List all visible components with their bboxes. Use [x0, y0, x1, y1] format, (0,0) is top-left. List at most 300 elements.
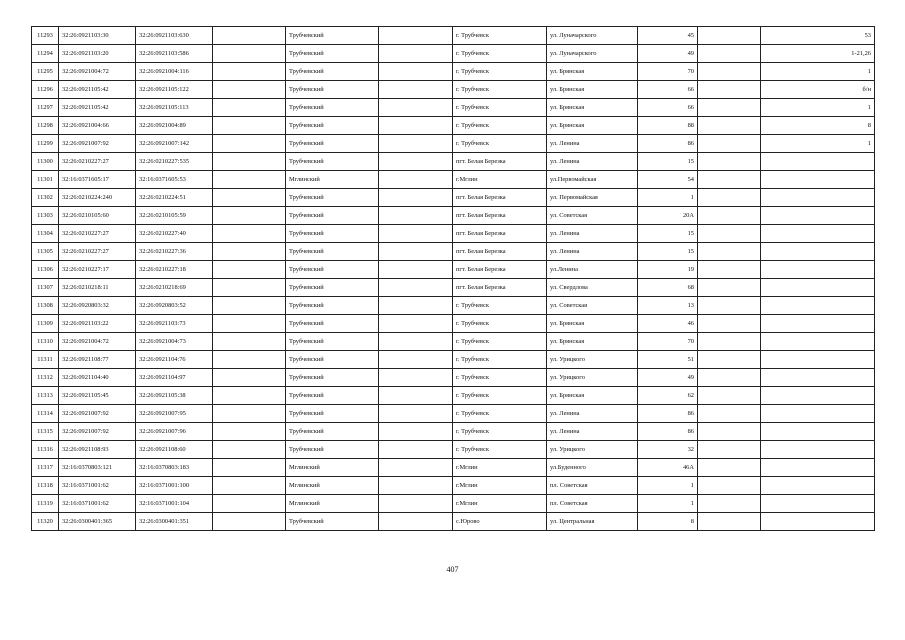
cell-house-number: 66 [638, 81, 698, 99]
cell-blank-col [213, 243, 286, 261]
cell-district: Трубчевский [286, 405, 379, 423]
cell-blank-col [698, 153, 761, 171]
cell-blank-col [698, 261, 761, 279]
cell-house-number: 70 [638, 63, 698, 81]
cell-cadastral-number: 32:26:0210224:51 [136, 189, 213, 207]
table-row [32, 315, 875, 333]
cell-settlement: г. Трубчевск [453, 387, 547, 405]
cell-settlement: пгт. Белая Березка [453, 261, 547, 279]
cell-blank-col [379, 423, 453, 441]
cell-cadastral-number: 32:26:0921004:89 [136, 117, 213, 135]
cell-apartment [761, 207, 875, 225]
cell-row-index: 11317 [32, 459, 59, 477]
table-row [32, 297, 875, 315]
cell-blank-col [213, 81, 286, 99]
cell-house-number: 49 [638, 45, 698, 63]
cell-street: ул. Ленина [547, 243, 638, 261]
cell-district: Трубчевский [286, 279, 379, 297]
cell-street: ул. Свердлова [547, 279, 638, 297]
cell-blank-col [379, 333, 453, 351]
cell-blank-col [213, 423, 286, 441]
cell-settlement: г.Мглин [453, 459, 547, 477]
cell-cadastral-number: 32:26:0210227:535 [136, 153, 213, 171]
cell-blank-col [379, 45, 453, 63]
cell-street: ул. Урицкого [547, 351, 638, 369]
cell-cadastral-number: 32:26:0210105:59 [136, 207, 213, 225]
cell-settlement: г. Трубчевск [453, 405, 547, 423]
cell-blank-col [213, 513, 286, 531]
cell-cadastral-block: 32:26:0210105:60 [59, 207, 136, 225]
cell-blank-col [698, 171, 761, 189]
cell-house-number: 51 [638, 351, 698, 369]
cell-house-number: 1 [638, 495, 698, 513]
cell-cadastral-number: 32:26:0921004:73 [136, 333, 213, 351]
table-row [32, 189, 875, 207]
cell-cadastral-number: 32:16:0370803:183 [136, 459, 213, 477]
cell-settlement: г.Мглин [453, 495, 547, 513]
cell-cadastral-number: 32:26:0210218:69 [136, 279, 213, 297]
cell-cadastral-number: 32:26:0920803:52 [136, 297, 213, 315]
table-row [32, 153, 875, 171]
cell-district: Мглинский [286, 477, 379, 495]
cell-row-index: 11311 [32, 351, 59, 369]
cell-blank-col [379, 459, 453, 477]
table-row [32, 387, 875, 405]
cell-row-index: 11319 [32, 495, 59, 513]
cell-settlement: г. Трубчевск [453, 423, 547, 441]
cell-row-index: 11308 [32, 297, 59, 315]
cell-settlement: г. Трубчевск [453, 117, 547, 135]
cell-house-number: 32 [638, 441, 698, 459]
cell-apartment [761, 297, 875, 315]
cell-blank-col [698, 387, 761, 405]
cell-blank-col [698, 207, 761, 225]
table-row [32, 207, 875, 225]
cell-apartment [761, 225, 875, 243]
cell-row-index: 11293 [32, 27, 59, 45]
cell-blank-col [698, 225, 761, 243]
cell-cadastral-block: 32:26:0921108:77 [59, 351, 136, 369]
cell-district: Трубчевский [286, 243, 379, 261]
table-row [32, 477, 875, 495]
cell-house-number: 86 [638, 135, 698, 153]
cell-blank-col [379, 369, 453, 387]
cell-district: Трубчевский [286, 513, 379, 531]
cell-blank-col [379, 243, 453, 261]
cell-district: Мглинский [286, 495, 379, 513]
cell-row-index: 11297 [32, 99, 59, 117]
cell-settlement: г. Трубчевск [453, 369, 547, 387]
cell-settlement: г. Трубчевск [453, 441, 547, 459]
table-row [32, 243, 875, 261]
table-row [32, 405, 875, 423]
cell-settlement: г. Трубчевск [453, 315, 547, 333]
cell-cadastral-block: 32:26:0921103:22 [59, 315, 136, 333]
table-row [32, 99, 875, 117]
cell-apartment [761, 441, 875, 459]
cell-street: ул. Ленина [547, 153, 638, 171]
cell-row-index: 11296 [32, 81, 59, 99]
cell-cadastral-block: 32:26:0921103:30 [59, 27, 136, 45]
cell-street: пл. Советская [547, 495, 638, 513]
table-row [32, 441, 875, 459]
cell-cadastral-block: 32:26:0921007:92 [59, 423, 136, 441]
cell-blank-col [698, 279, 761, 297]
cell-cadastral-block: 32:26:0210227:27 [59, 243, 136, 261]
cell-apartment [761, 171, 875, 189]
cell-blank-col [379, 405, 453, 423]
cell-blank-col [698, 513, 761, 531]
cell-district: Трубчевский [286, 351, 379, 369]
cell-settlement: пгт. Белая Березка [453, 243, 547, 261]
cell-blank-col [379, 99, 453, 117]
cell-blank-col [698, 315, 761, 333]
cell-street: ул. Брянская [547, 315, 638, 333]
cell-blank-col [213, 495, 286, 513]
cell-street: ул. Брянская [547, 99, 638, 117]
cell-blank-col [213, 297, 286, 315]
cell-street: ул.Ленина [547, 261, 638, 279]
cell-house-number: 15 [638, 243, 698, 261]
cell-apartment [761, 261, 875, 279]
cell-blank-col [213, 387, 286, 405]
cell-settlement: пгт. Белая Березка [453, 153, 547, 171]
cell-cadastral-number: 32:26:0210227:36 [136, 243, 213, 261]
cell-house-number: 1 [638, 477, 698, 495]
cell-district: Трубчевский [286, 207, 379, 225]
table-row [32, 261, 875, 279]
table-row [32, 135, 875, 153]
cell-house-number: 45 [638, 27, 698, 45]
cell-street: ул. Центральная [547, 513, 638, 531]
cell-street: ул. Урицкого [547, 441, 638, 459]
cell-district: Трубчевский [286, 45, 379, 63]
cell-cadastral-block: 32:26:0921103:20 [59, 45, 136, 63]
cell-blank-col [379, 513, 453, 531]
cell-settlement: г. Трубчевск [453, 297, 547, 315]
cell-street: ул. Брянская [547, 63, 638, 81]
cell-house-number: 1 [638, 189, 698, 207]
cell-row-index: 11304 [32, 225, 59, 243]
cell-row-index: 11315 [32, 423, 59, 441]
table-row [32, 333, 875, 351]
cell-settlement: пгт. Белая Березка [453, 207, 547, 225]
cell-cadastral-block: 32:26:0921007:92 [59, 135, 136, 153]
cell-cadastral-block: 32:26:0921004:66 [59, 117, 136, 135]
cell-apartment [761, 369, 875, 387]
cell-street: ул. Луначарского [547, 27, 638, 45]
table-row [32, 495, 875, 513]
cell-cadastral-block: 32:26:0921004:72 [59, 333, 136, 351]
cell-cadastral-block: 32:26:0210227:27 [59, 225, 136, 243]
cell-blank-col [213, 441, 286, 459]
cell-district: Трубчевский [286, 225, 379, 243]
cell-blank-col [213, 477, 286, 495]
cell-blank-col [213, 27, 286, 45]
cell-settlement: г. Трубчевск [453, 135, 547, 153]
cell-blank-col [213, 63, 286, 81]
cell-row-index: 11314 [32, 405, 59, 423]
cell-house-number: 86 [638, 423, 698, 441]
cell-district: Трубчевский [286, 99, 379, 117]
cell-street: ул. Советская [547, 297, 638, 315]
cell-house-number: 88 [638, 117, 698, 135]
cell-district: Трубчевский [286, 81, 379, 99]
cell-blank-col [379, 297, 453, 315]
table-row [32, 45, 875, 63]
cell-row-index: 11307 [32, 279, 59, 297]
cell-blank-col [213, 351, 286, 369]
table-row [32, 459, 875, 477]
cell-district: Мглинский [286, 459, 379, 477]
cell-apartment [761, 477, 875, 495]
cell-apartment [761, 405, 875, 423]
cell-blank-col [213, 261, 286, 279]
cell-blank-col [213, 333, 286, 351]
cell-house-number: 49 [638, 369, 698, 387]
cell-blank-col [379, 153, 453, 171]
cell-cadastral-number: 32:26:0921007:96 [136, 423, 213, 441]
table-row [32, 81, 875, 99]
cell-blank-col [213, 315, 286, 333]
cell-street: ул. Ленина [547, 423, 638, 441]
table-row [32, 513, 875, 531]
cell-blank-col [698, 189, 761, 207]
cell-blank-col [698, 99, 761, 117]
cell-blank-col [698, 477, 761, 495]
cell-street: ул. Советская [547, 207, 638, 225]
cell-blank-col [698, 333, 761, 351]
cell-cadastral-number: 32:26:0300401:351 [136, 513, 213, 531]
cell-street: ул. Урицкого [547, 369, 638, 387]
cell-blank-col [698, 63, 761, 81]
cell-settlement: г. Трубчевск [453, 99, 547, 117]
cell-apartment: 8 [761, 117, 875, 135]
cell-house-number: 66 [638, 99, 698, 117]
table-row [32, 279, 875, 297]
cell-street: ул. Брянская [547, 117, 638, 135]
cell-settlement: г. Трубчевск [453, 45, 547, 63]
cell-district: Трубчевский [286, 153, 379, 171]
cell-street: ул.Буденного [547, 459, 638, 477]
cell-blank-col [213, 369, 286, 387]
table-row [32, 351, 875, 369]
cell-street: ул. Луначарского [547, 45, 638, 63]
cell-house-number: 68 [638, 279, 698, 297]
cell-apartment: 1 [761, 63, 875, 81]
cell-blank-col [379, 27, 453, 45]
cell-row-index: 11305 [32, 243, 59, 261]
cell-apartment: 1-21,26 [761, 45, 875, 63]
cell-blank-col [379, 225, 453, 243]
cell-blank-col [379, 315, 453, 333]
cell-blank-col [379, 117, 453, 135]
cell-settlement: пгт. Белая Березка [453, 225, 547, 243]
cell-apartment [761, 423, 875, 441]
cell-blank-col [698, 135, 761, 153]
cell-cadastral-block: 32:26:0921007:92 [59, 405, 136, 423]
cell-settlement: г. Трубчевск [453, 351, 547, 369]
cell-blank-col [213, 279, 286, 297]
cell-cadastral-block: 32:26:0920803:32 [59, 297, 136, 315]
cell-cadastral-block: 32:26:0210227:27 [59, 153, 136, 171]
cell-district: Трубчевский [286, 189, 379, 207]
cell-cadastral-number: 32:26:0921103:586 [136, 45, 213, 63]
cell-cadastral-number: 32:26:0921108:60 [136, 441, 213, 459]
cell-blank-col [379, 189, 453, 207]
cell-apartment [761, 243, 875, 261]
cell-blank-col [213, 171, 286, 189]
table-row [32, 423, 875, 441]
cell-cadastral-block: 32:26:0300401:365 [59, 513, 136, 531]
cell-street: ул. Ленина [547, 225, 638, 243]
cell-blank-col [379, 441, 453, 459]
cell-row-index: 11318 [32, 477, 59, 495]
cell-blank-col [213, 189, 286, 207]
cell-district: Мглинский [286, 171, 379, 189]
cell-cadastral-block: 32:26:0921105:42 [59, 99, 136, 117]
cell-cadastral-block: 32:26:0210227:17 [59, 261, 136, 279]
cell-district: Трубчевский [286, 315, 379, 333]
cell-apartment [761, 513, 875, 531]
cell-blank-col [379, 351, 453, 369]
cell-blank-col [698, 243, 761, 261]
cell-district: Трубчевский [286, 333, 379, 351]
cell-apartment: 1 [761, 99, 875, 117]
cell-blank-col [379, 81, 453, 99]
cell-street: ул.Первомайская [547, 171, 638, 189]
cell-settlement: г.Мглин [453, 171, 547, 189]
cell-house-number: 13 [638, 297, 698, 315]
cell-settlement: с.Юрово [453, 513, 547, 531]
cell-cadastral-number: 32:26:0921105:38 [136, 387, 213, 405]
cell-district: Трубчевский [286, 423, 379, 441]
cell-street: ул. Ленина [547, 135, 638, 153]
register-table [31, 26, 875, 531]
cell-cadastral-number: 32:26:0921103:73 [136, 315, 213, 333]
cell-cadastral-number: 32:16:0371001:104 [136, 495, 213, 513]
cell-row-index: 11295 [32, 63, 59, 81]
cell-street: ул. Брянская [547, 333, 638, 351]
cell-blank-col [698, 423, 761, 441]
cell-settlement: пгт. Белая Березка [453, 279, 547, 297]
cell-street: ул. Первомайская [547, 189, 638, 207]
cell-row-index: 11301 [32, 171, 59, 189]
cell-cadastral-block: 32:26:0921105:42 [59, 81, 136, 99]
table-row [32, 117, 875, 135]
table-row [32, 63, 875, 81]
cell-cadastral-block: 32:26:0210218:11 [59, 279, 136, 297]
table-row [32, 27, 875, 45]
cell-district: Трубчевский [286, 369, 379, 387]
cell-blank-col [379, 63, 453, 81]
cell-settlement: г. Трубчевск [453, 333, 547, 351]
cell-house-number: 19 [638, 261, 698, 279]
cell-blank-col [698, 441, 761, 459]
cell-settlement: пгт. Белая Березка [453, 189, 547, 207]
cell-blank-col [213, 153, 286, 171]
cell-house-number: 20А [638, 207, 698, 225]
cell-blank-col [379, 171, 453, 189]
register-table-body [32, 27, 875, 531]
cell-apartment [761, 495, 875, 513]
cell-district: Трубчевский [286, 117, 379, 135]
page-number: 407 [446, 565, 459, 574]
cell-house-number: 46 [638, 315, 698, 333]
cell-cadastral-number: 32:26:0921103:630 [136, 27, 213, 45]
cell-blank-col [379, 279, 453, 297]
cell-blank-col [379, 261, 453, 279]
cell-cadastral-block: 32:26:0921108:93 [59, 441, 136, 459]
cell-blank-col [698, 369, 761, 387]
cell-cadastral-number: 32:26:0921007:95 [136, 405, 213, 423]
cell-settlement: г. Трубчевск [453, 63, 547, 81]
cell-apartment: 1 [761, 135, 875, 153]
cell-district: Трубчевский [286, 297, 379, 315]
cell-settlement: г. Трубчевск [453, 81, 547, 99]
cell-blank-col [379, 207, 453, 225]
cell-street: пл. Советская [547, 477, 638, 495]
cell-row-index: 11303 [32, 207, 59, 225]
cell-house-number: 54 [638, 171, 698, 189]
cell-cadastral-number: 32:16:0371605:53 [136, 171, 213, 189]
cell-apartment [761, 153, 875, 171]
cell-row-index: 11300 [32, 153, 59, 171]
cell-cadastral-block: 32:16:0371001:62 [59, 495, 136, 513]
cell-district: Трубчевский [286, 387, 379, 405]
cell-blank-col [379, 495, 453, 513]
cell-house-number: 15 [638, 153, 698, 171]
cell-apartment [761, 315, 875, 333]
cell-blank-col [698, 459, 761, 477]
cell-blank-col [213, 99, 286, 117]
table-row [32, 171, 875, 189]
cell-house-number: 86 [638, 405, 698, 423]
cell-house-number: 15 [638, 225, 698, 243]
cell-cadastral-number: 32:26:0921105:113 [136, 99, 213, 117]
cell-apartment: б/н [761, 81, 875, 99]
cell-blank-col [698, 45, 761, 63]
cell-apartment [761, 333, 875, 351]
cell-cadastral-number: 32:26:0921104:97 [136, 369, 213, 387]
cell-blank-col [698, 117, 761, 135]
cell-blank-col [213, 45, 286, 63]
cell-blank-col [698, 81, 761, 99]
cell-cadastral-block: 32:26:0921105:45 [59, 387, 136, 405]
cell-district: Трубчевский [286, 441, 379, 459]
cell-cadastral-number: 32:26:0921004:116 [136, 63, 213, 81]
cell-row-index: 11309 [32, 315, 59, 333]
table-row [32, 369, 875, 387]
cell-blank-col [698, 495, 761, 513]
cell-blank-col [698, 351, 761, 369]
cell-blank-col [379, 477, 453, 495]
cell-row-index: 11320 [32, 513, 59, 531]
cell-cadastral-block: 32:26:0921104:40 [59, 369, 136, 387]
cell-apartment [761, 189, 875, 207]
cell-blank-col [698, 27, 761, 45]
cell-cadastral-number: 32:26:0921104:76 [136, 351, 213, 369]
cell-cadastral-number: 32:16:0371001:100 [136, 477, 213, 495]
cell-cadastral-number: 32:26:0921007:142 [136, 135, 213, 153]
cell-blank-col [213, 207, 286, 225]
cell-cadastral-block: 32:16:0371605:17 [59, 171, 136, 189]
cell-apartment: 53 [761, 27, 875, 45]
cell-apartment [761, 351, 875, 369]
cell-row-index: 11306 [32, 261, 59, 279]
cell-street: ул. Брянская [547, 81, 638, 99]
cell-row-index: 11302 [32, 189, 59, 207]
